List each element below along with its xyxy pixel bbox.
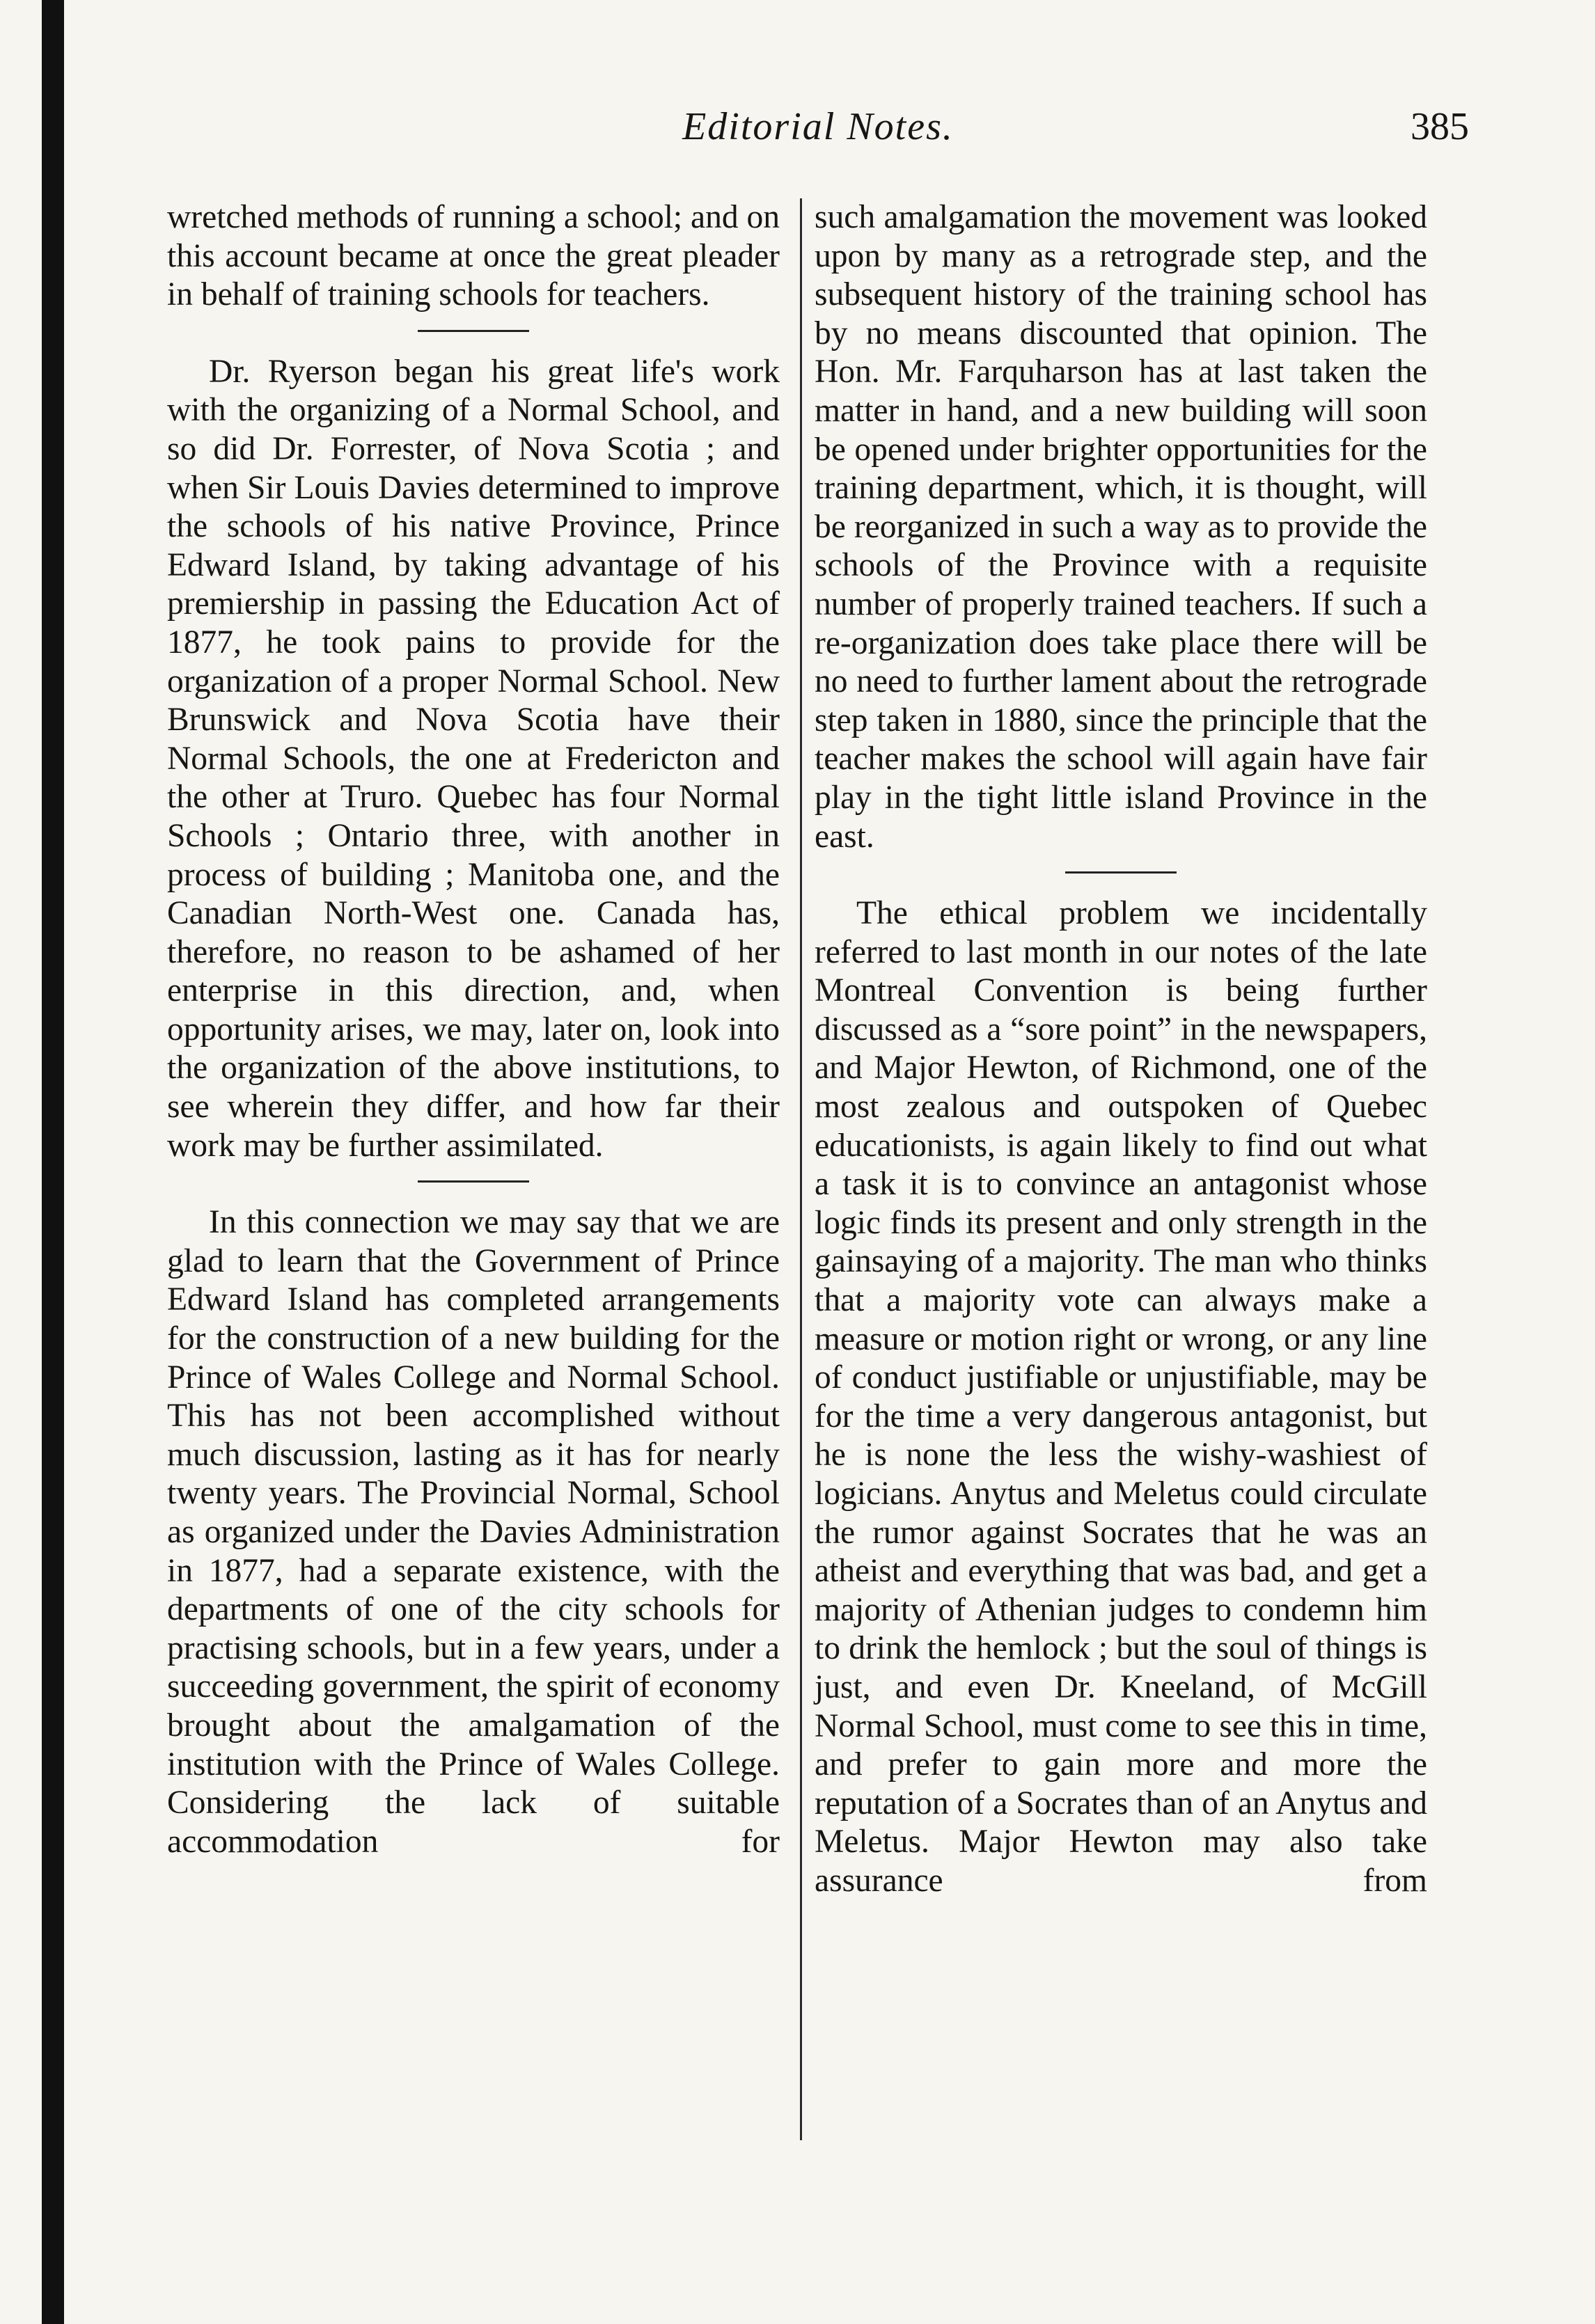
page-number: 385 bbox=[1411, 105, 1469, 148]
paragraph: In this connection we may say that we are glad to learn that the Government of Prince Edward Island has completed arrangements for the construction of a new building for the Prince of Wales College and Normal School. This has not been accomplished without much discussion, lasting as it has for nearly twenty years. The Provincial Normal, School as organized under the Davies Administration in 1877, had a separate existence, with the departments of one of the city schools for practising schools, but in a few years, under a succeeding government, the spirit of economy brought about the amalgamation of the institution with the Prince of Wales College. Considering the lack of suitable accommodation for bbox=[167, 1204, 780, 1860]
page-header bbox=[167, 104, 1469, 153]
section-separator bbox=[418, 330, 529, 332]
paragraph: The ethical problem we incidentally referred to last month in our notes of the late Montreal Convention is being further discussed as a “sore point” in the newspapers, and Major Hewton, of Richmond, one of the most zealous and outspoken of Quebec educationists, is again likely to find out what a task it is to convince an antagonist whose logic finds its present and only strength in the gainsaying of a majority. The man who thinks that a majority vote can always make a measure or motion right or wrong, or any line of conduct justifiable or unjustifiable, may be for the time a very dangerous antagonist, but he is none the less the wishy-washiest of logicians. Anytus and Meletus could circulate the rumor against Socrates that he was an atheist and everything that was bad, and get a majority of Athenian judges to condemn him to drink the hemlock ; but the soul of things is just, and even Dr. Kneeland, of McGill Normal School, must come to see this in time, and prefer to gain more and more the reputation of a Socrates than of an Anytus and Meletus. Major Hewton may also take assurance from bbox=[815, 895, 1427, 1899]
left-column bbox=[167, 198, 780, 1861]
paragraph: Dr. Ryerson began his great life's work with the organizing of a Normal School, and so did Dr. Forrester, of Nova Scotia ; and when Sir Louis Davies determined to improve the schools of his native Province, Prince Edward Island, by taking advantage of his premiership in passing the Education Act of 1877, he took pains to provide for the organization of a proper Normal School. New Brunswick and Nova Scotia have their Normal Schools, the one at Fredericton and the other at Truro. Quebec has four Normal Schools ; Ontario three, with another in process of building ; Manitoba one, and the Canadian North-West one. Canada has, therefore, no reason to be ashamed of her enterprise in this direction, and, when opportunity arises, we may, later on, look into the organization of the above institutions, to see wherein they differ, and how far their work may be further assimilated. bbox=[167, 353, 780, 1164]
section-separator bbox=[418, 1180, 529, 1183]
section-separator bbox=[1065, 871, 1177, 874]
running-title: Editorial Notes. bbox=[682, 105, 954, 148]
column-rule bbox=[800, 198, 802, 2140]
right-column bbox=[815, 198, 1427, 1901]
paragraph: wretched methods of running a school; and on this account became at once the great pleader in behalf of training schools for teachers. bbox=[167, 199, 780, 313]
paragraph: such amalgamation the movement was looked upon by many as a retrograde step, and the subsequent history of the training school has by no means discounted that opinion. The Hon. Mr. Farquharson has at last taken the matter in hand, and a new building will soon be opened under brighter opportunities for the training department, which, it is thought, will be reorganized in such a way as to provide the schools of the Province with a requisite number of properly trained teachers. If such a re-organization does take place there will be no need to further lament about the retrograde step taken in 1880, since the principle that the teacher makes the school will again have fair play in the tight little island Province in the east. bbox=[815, 199, 1427, 855]
page-binding-edge bbox=[42, 0, 64, 2324]
